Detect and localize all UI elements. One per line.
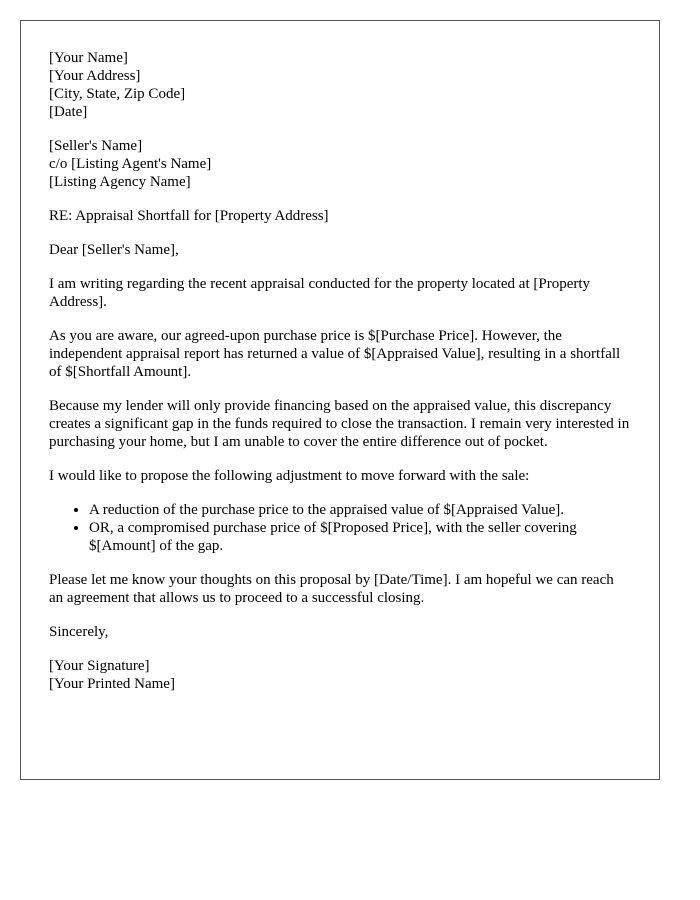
body-paragraph: I would like to propose the following adjustment to move forward with the sale: (49, 468, 530, 484)
signature: [Your Signature] (49, 658, 150, 674)
proposal-item: • A reduction of the purchase price to the appraised value of $[Appraised Value]. (89, 501, 631, 519)
body-paragraph: I am writing regarding the recent appraisal conducted for the property located at [Property Address]. (49, 276, 591, 310)
body-paragraph: Because my lender will only provide financing based on the appraised value, this discrepancy creates a significant gap in the funds required to close the transaction. I remain very interested in purchasing your home, but I am unable to cover the entire difference out of pocket. (49, 398, 630, 450)
sender-city-state-zip: [City, State, Zip Code] (49, 86, 186, 102)
salutation: Dear [Seller's Name], (49, 242, 179, 258)
sign-off: Sincerely, (49, 624, 109, 640)
body-paragraph: As you are aware, our agreed-upon purchase price is $[Purchase Price]. However, the independent appraisal report has returned a value of $[Appraised Value], resulting in a shortfall of $[Shortfall Amount]. (49, 328, 621, 380)
closing-paragraph: Please let me know your thoughts on this proposal by [Date/Time]. I am hopeful we can reach an agreement that allows us to proceed to a successful closing. (49, 572, 614, 606)
signature-block (49, 657, 631, 693)
letter-page (20, 20, 660, 780)
recipient-agency: [Listing Agency Name] (49, 174, 191, 190)
recipient-care-of: c/o [Listing Agent's Name] (49, 156, 212, 172)
printed-name: [Your Printed Name] (49, 676, 175, 692)
proposal-list (49, 501, 631, 555)
recipient-block (49, 137, 631, 191)
sender-block (49, 49, 631, 121)
sender-address: [Your Address] (49, 68, 141, 84)
letter-date: [Date] (49, 104, 88, 120)
recipient-name: [Seller's Name] (49, 138, 143, 154)
sender-name: [Your Name] (49, 50, 128, 66)
subject-line: RE: Appraisal Shortfall for [Property Address] (49, 208, 329, 224)
proposal-item: • OR, a compromised purchase price of $[Proposed Price], with the seller covering $[Amount] of the gap. (89, 519, 631, 555)
